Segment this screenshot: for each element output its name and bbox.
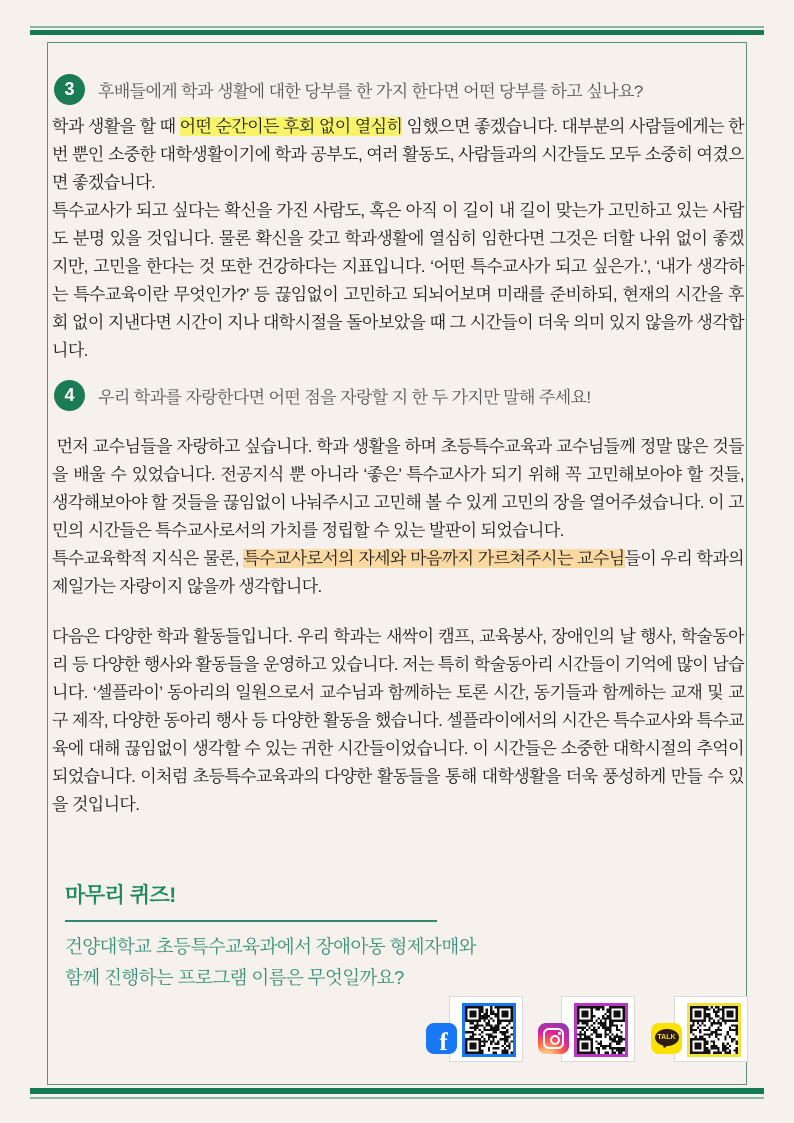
social-unit-kakaotalk [651, 996, 748, 1063]
question-3-number-badge: 3 [54, 74, 85, 105]
facebook-icon: f [426, 1023, 457, 1054]
social-unit-facebook [426, 996, 523, 1063]
quiz-section [65, 879, 476, 993]
social-unit-instagram [538, 996, 635, 1063]
kakaotalk-qr-code [687, 1003, 741, 1057]
quiz-question-line-2: 함께 진행하는 프로그램 이름은 무엇일까요? [65, 967, 404, 988]
answer-4-paragraph-3: 다음은 다양한 학과 활동들입니다. 우리 학과는 새싹이 캠프, 교육봉사, 장애인의 날 행사, 학술동아리 등 다양한 행사와 활동들을 운영하고 있습니다. 저는 특히 학술동아리 시간들이 기억에 많이 남습니다. ‘셀플라이’ 동아리의 일원으로서 교수님과 함께하는 토론 시간, 동기들과 함께하는 교재 및 교구 제작, 다양한 동아리 행사 등 다양한 활동을 했습니다. 셀플라이에서의 시간은 특수교사와 특수교육에 대해 끊임없이 생각할 수 있는 귀한 시간들이었습니다. 이 시간들은 소중한 대학시절의 추억이 되었습니다. 이처럼 초등특수교육과의 다양한 활동들을 통해 대학생활을 더욱 풍성하게 만들 수 있을 것입니다. [52, 627, 749, 814]
quiz-divider-line [65, 920, 437, 922]
kakaotalk-icon [651, 1023, 682, 1054]
question-3-row [54, 74, 643, 105]
question-4-row [54, 380, 591, 411]
kakaotalk-qr-card [674, 996, 748, 1062]
answer-4-paragraph-2: 특수교육학적 지식은 물론, 특수교사로서의 자세와 마음까지 가르쳐주시는 교수님들이 우리 학과의 제일가는 자랑이지 않을까 생각합니다. [52, 549, 749, 596]
social-links-row [48, 996, 746, 1066]
answer-3-paragraph-2: 특수교사가 되고 싶다는 확신을 가진 사람도, 혹은 아직 이 길이 내 길이 맞는가 고민하고 있는 사람도 분명 있을 것입니다. 물론 확신을 갖고 학과생활에 열심히 임한다면 그것은 더할 나위 없이 좋겠지만, 고민을 한다는 것 또한 건강하다는 지표입니다. ‘어떤 특수교사가 되고 싶은가.’, ‘내가 생각하는 특수교육이란 무엇인가?’ 등 끊임없이 고민하고 되뇌어보며 미래를 준비하되, 현재의 시간을 후회 없이 지낸다면 시간이 지나 대학시절을 돌아보았을 때 그 시간들이 더욱 의미 있지 않을까 생각합니다. [52, 201, 744, 360]
question-4-number-badge: 4 [54, 380, 85, 411]
instagram-qr-card [561, 996, 635, 1062]
answer-3-block [52, 113, 749, 365]
facebook-qr-card [449, 996, 523, 1062]
quiz-title: 마무리 퀴즈! [65, 884, 176, 907]
answer-3-paragraph-1: 학과 생활을 할 때 어떤 순간이든 후회 없이 열심히 임했으면 좋겠습니다. 대부분의 사람들에게는 한 번 뿐인 소중한 대학생활이기에 학과 공부도, 여러 활동도, 사람들과의 시간들도 모두 소중히 여겼으면 좋겠습니다. [52, 117, 749, 192]
top-thick-rule [30, 30, 764, 35]
answer-4-block [52, 433, 749, 819]
question-3-text: 후배들에게 학과 생활에 대한 당부를 한 가지 한다면 어떤 당부를 하고 싶나요? [98, 82, 643, 101]
top-thin-rule [30, 26, 764, 28]
question-4-text: 우리 학과를 자랑한다면 어떤 점을 자랑할 지 한 두 가지만 말해 주세요! [98, 388, 591, 407]
kakaotalk-bubble-label: TALK [657, 1034, 676, 1041]
bottom-thin-rule [30, 1097, 764, 1099]
answer-4-paragraph-1: 먼저 교수님들을 자랑하고 싶습니다. 학과 생활을 하며 초등특수교육과 교수님들께 정말 많은 것들을 배울 수 있었습니다. 전공지식 뿐 아니라 ‘좋은’ 특수교사가 되기 위해 꼭 고민해보아야 할 것들, 생각해보아야 할 것들을 끊임없이 나눠주시고 고민해 볼 수 있게 고민의 장을 열어주셨습니다. 이 고민의 시간들은 특수교사로서의 가치를 정립할 수 있는 발판이 되었습니다. [52, 437, 749, 540]
facebook-qr-code [462, 1003, 516, 1057]
content-box [47, 42, 747, 1085]
bottom-thick-rule [30, 1088, 764, 1094]
instagram-qr-code [574, 1003, 628, 1057]
quiz-question-line-1: 건양대학교 초등특수교육과에서 장애아동 형제자매와 [65, 936, 476, 957]
instagram-icon [538, 1023, 569, 1054]
